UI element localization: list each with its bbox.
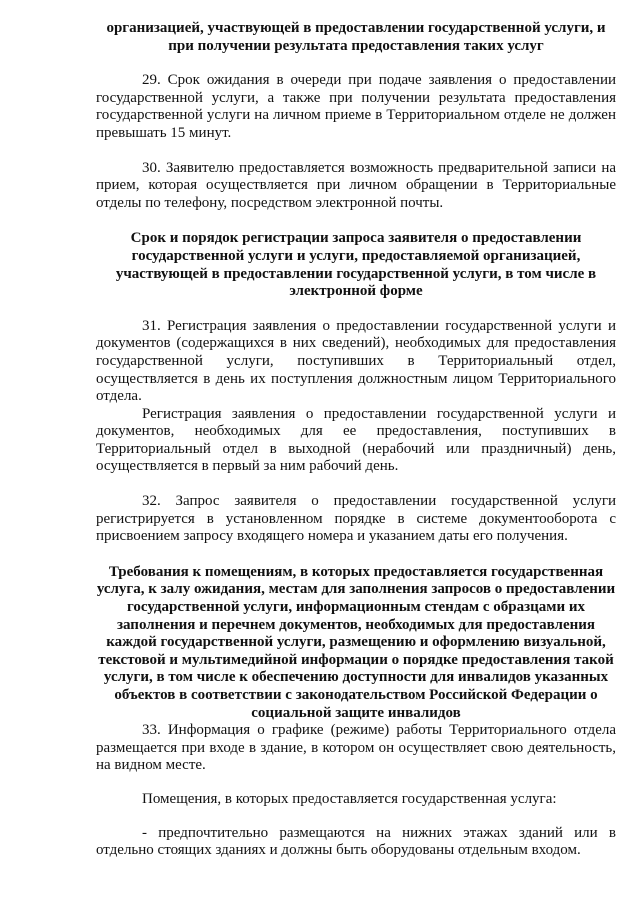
paragraph-32: 32. Запрос заявителя о предоставлении государственной услуги регистрируется в установленном порядке в системе документооборота с присвоением запросу входящего номера и указанием даты его получения. [96, 493, 616, 545]
section-heading-top: организацией, участвующей в предоставлении государственной услуги, и при получении результата предоставления таких услуг [106, 20, 606, 54]
paragraph-29: 29. Срок ожидания в очереди при подаче заявления о предоставлении государственной услуги, а также при получении результата предоставления государственной услуги на личном приеме в Территориальном отделе не должен превышать 15 минут. [96, 72, 616, 141]
paragraph-30: 30. Заявителю предоставляется возможность предварительной записи на прием, которая осуществляется при личном обращении в Территориальные отделы по телефону, посредством электронной почты. [96, 159, 616, 211]
paragraph-31: 31. Регистрация заявления о предоставлении государственной услуги и документов (содержащихся в них сведений), необходимых для предоставления государственной услуги, поступивших в Территориальный отдел, осуществляется в день их поступления должностным лицом Территориального отдела. [96, 317, 616, 405]
paragraph-31-continued: Регистрация заявления о предоставлении государственной услуги и документов, необходимых для ее предоставления, поступивших в Территориальный отдел в выходной (нерабочий или праздничный) день, осуществляется в первый за ним рабочий день. [96, 405, 616, 475]
section-heading-registration: Срок и порядок регистрации запроса заявителя о предоставлении государственной услуги и услуги, предоставляемой организацией, участвующей в предоставлении государственной услуги, в том числе в электронной форме [115, 230, 597, 300]
paragraph-premises: Помещения, в которых предоставляется государственная услуга: [142, 790, 557, 807]
section-heading-requirements: Требования к помещениям, в которых предоставляется государственная услуга, к залу ожидания, местам для заполнения запросов о предоставлении государственной услуги, информационным стендам с образцами их заполнения и перечнем документов, необходимых для предоставления каждой государственной услуги, размещению и оформлению визуальной, текстовой и мультимедийной информации о порядке предоставления такой услуги, в том числе к обеспечению доступности для инвалидов указанных объектов в соответствии с законодательством Российской Федерации о социальной защите инвалидов [96, 563, 616, 721]
paragraph-bullet: - предпочтительно размещаются на нижних этажах зданий или в отдельно стоящих зданиях и должны быть оборудованы отдельным входом. [96, 824, 616, 859]
paragraph-33: 33. Информация о графике (режиме) работы Территориального отдела размещается при входе в здание, в котором он осуществляет свою деятельность, на видном месте. [96, 722, 616, 774]
